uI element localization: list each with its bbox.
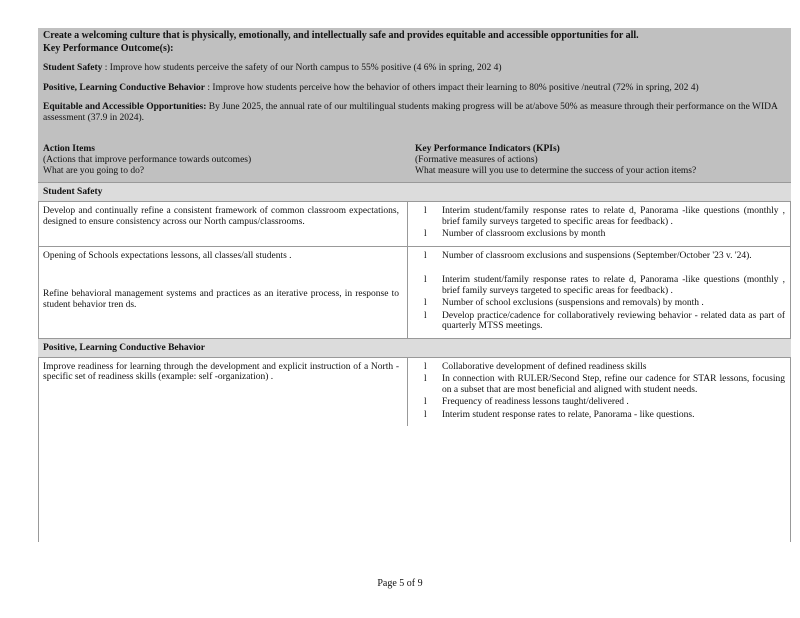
kpi-item: l Frequency of readiness lessons taught/delivered .: [424, 397, 629, 408]
action-item: Develop and continually refine a consistent framework of common classroom expectations, designed to ensure consistency across our North campus/classrooms.: [43, 206, 399, 227]
action-item: Opening of Schools expectations lessons, all classes/all students .: [43, 250, 292, 261]
kpi-item: l Number of classroom exclusions by month: [424, 229, 606, 240]
kpi-cell: [407, 247, 791, 338]
key-outcomes-label: Key Performance Outcome(s):: [43, 42, 174, 54]
bullet-icon: l: [424, 409, 427, 420]
outcome-text: : Improve how students perceive how the behavior of others impact their learning to 80% positive /neutral (72% in spring, 202 4): [207, 82, 699, 93]
action-items-question: What are you going to do?: [43, 165, 145, 176]
page-number: Page 5 of 9: [377, 578, 423, 589]
goal-statement: Create a welcoming culture that is physically, emotionally, and intellectually safe and provides equitable and accessible opportunities for all.: [43, 30, 639, 41]
kpi-cell: [407, 358, 791, 427]
bullet-icon: l: [424, 298, 427, 309]
bullet-icon: l: [424, 361, 427, 372]
kpi-subtitle: (Formative measures of actions): [415, 154, 538, 165]
table-row: [38, 357, 791, 427]
kpi-title: Key Performance Indicators (KPIs): [415, 144, 560, 154]
outcome-title: Equitable and Accessible Opportunities:: [43, 102, 207, 112]
kpi-item: l In connection with RULER/Second Step, refine our cadence for STAR lessons, focusing on a subset that are most beneficial and aligned with student needs.: [424, 374, 785, 395]
outcome-text: : Improve how students perceive the safety of our North campus to 55% positive (4 6% in spring, 202 4): [104, 63, 502, 73]
outcome-equitable-access: [43, 102, 786, 123]
kpi-header: [415, 144, 786, 176]
table-row: [38, 246, 791, 338]
bullet-icon: l: [424, 229, 427, 240]
bullet-icon: l: [424, 206, 427, 217]
bullet-icon: l: [424, 310, 427, 321]
outcome-student-safety: [43, 63, 786, 74]
action-items-title: Action Items: [43, 144, 95, 154]
outcome-positive-behavior: [43, 83, 786, 94]
table-row: [38, 201, 791, 246]
section-header-student-safety: Student Safety: [38, 182, 791, 201]
action-items-header: [43, 144, 415, 176]
outcome-text: By June 2025, the annual rate of our multilingual students making progress will be at/above 50% as measure through their performance on the WIDA assessment (37.9 in 2024).: [43, 102, 778, 123]
outcome-title: Student Safety: [43, 63, 103, 73]
kpi-question: What measure will you use to determine the success of your action items?: [415, 165, 697, 176]
column-headers: [43, 144, 786, 176]
kpi-item: l Number of classroom exclusions and suspensions (September/October '23 v. '24).: [424, 250, 752, 261]
kpi-item: l Interim student response rates to relate, Panorama - like questions.: [424, 409, 695, 420]
kpi-cell: [407, 202, 791, 246]
kpi-item: l Interim student/family response rates to relate d, Panorama -like questions (monthly , brief family surveys targeted to specific areas for feedback) .: [424, 206, 785, 227]
action-item: Refine behavioral management systems and practices as an iterative process, in response to student behavior tren ds.: [43, 289, 399, 310]
bullet-icon: l: [424, 250, 427, 261]
kpi-item: l Interim student/family response rates to relate d, Panorama -like questions (monthly , brief family surveys targeted to specific areas for feedback) .: [424, 275, 785, 296]
outcome-title: Positive, Learning Conductive Behavior: [43, 82, 206, 93]
bullet-icon: l: [424, 374, 427, 385]
bullet-icon: l: [424, 397, 427, 408]
action-item: Improve readiness for learning through the development and explicit instruction of a North -specific set of readiness skills (example: self -organization) .: [43, 361, 399, 383]
bullet-icon: l: [424, 275, 427, 286]
kpi-item: l Number of school exclusions (suspensions and removals) by month .: [424, 298, 704, 309]
kpi-item: l Develop practice/cadence for collaboratively reviewing behavior - related data as part of quarterly MTSS meetings.: [424, 310, 785, 332]
section-header-positive-behavior: Positive, Learning Conductive Behavior: [38, 338, 791, 357]
action-cell: [38, 247, 407, 338]
document-table: [38, 28, 791, 426]
action-cell: [38, 202, 407, 246]
kpi-item: l Collaborative development of defined readiness skills: [424, 361, 647, 372]
action-cell: [38, 358, 407, 427]
goal-banner: [38, 28, 791, 182]
action-items-subtitle: (Actions that improve performance towards outcomes): [43, 154, 252, 165]
